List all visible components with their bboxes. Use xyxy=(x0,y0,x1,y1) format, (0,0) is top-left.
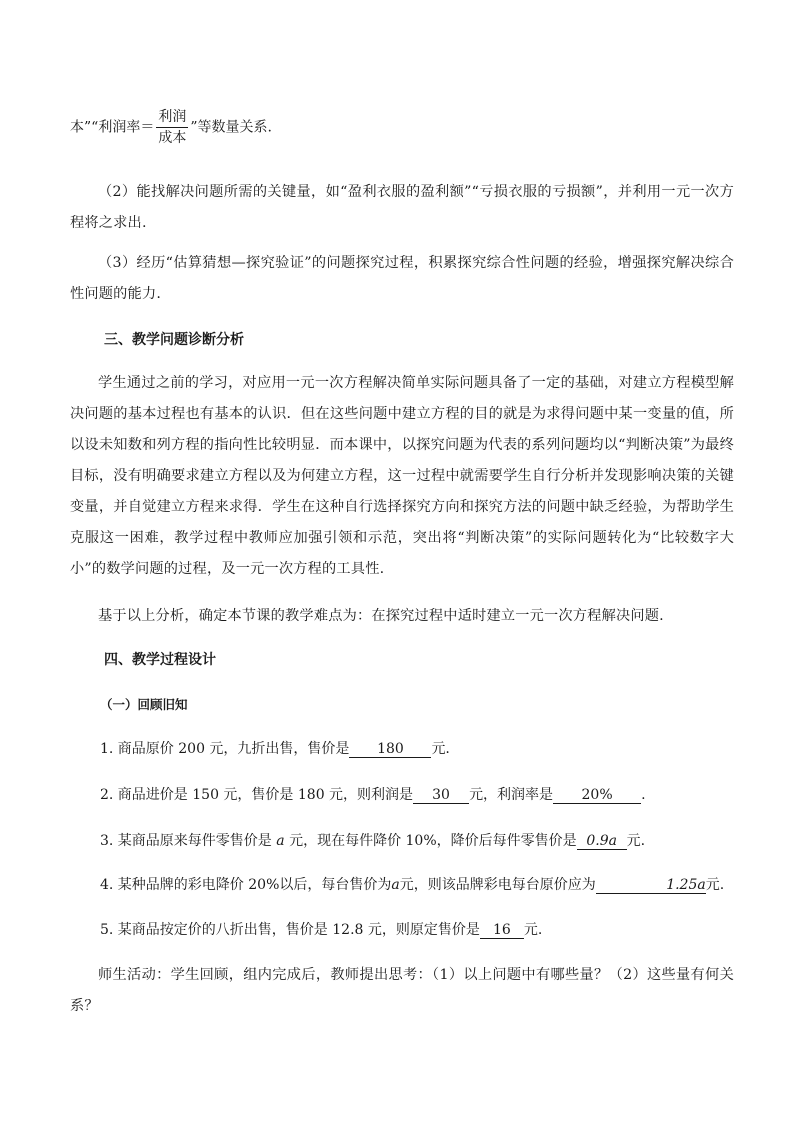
formula-prefix: 本”“利润率＝ xyxy=(70,119,155,136)
question-4-answer: 1.25a xyxy=(596,877,706,894)
question-4-unit: 元. xyxy=(705,877,725,893)
subsection-review-heading: （一）回顾旧知 xyxy=(100,697,188,712)
question-3-answer: 0.9a xyxy=(577,833,627,850)
question-3-text: 3. 某商品原来每件零售价是 xyxy=(100,833,272,849)
question-1-text: 1. 商品原价 200 元，九折出售，售价是 xyxy=(100,741,350,757)
section-3-conclusion: 基于以上分析，确定本节课的教学难点为：在探究过程中适时建立一元一次方程解决问题. xyxy=(98,608,664,624)
goal-3-paragraph: （3）经历“估算猜想—探究验证”的问题探究过程，积累探究综合性问题的经验，增强探究解决综合性问题的能力. xyxy=(70,255,734,302)
question-5-text: 5. 某商品按定价的八折出售，售价是 12.8 元，则原定售价是 xyxy=(100,922,480,938)
question-2 xyxy=(100,785,734,805)
question-3-variable: a xyxy=(276,833,285,849)
question-1 xyxy=(100,739,734,759)
question-3-unit: 元. xyxy=(626,833,646,849)
fraction-numerator: 利润 xyxy=(156,108,188,128)
question-4-variable: a xyxy=(391,877,400,893)
question-4-mid-text: 元，则该品牌彩电每台原价应为 xyxy=(399,877,596,893)
question-2-answer-profit: 30 xyxy=(413,787,469,804)
question-1-answer: 180 xyxy=(349,741,431,758)
section-3-heading: 三、教学问题诊断分析 xyxy=(104,332,244,348)
question-3-mid-text: 元，现在每件降价 10%，降价后每件零售价是 xyxy=(289,833,577,849)
profit-rate-formula-line xyxy=(70,108,734,147)
question-2-end: . xyxy=(641,787,646,803)
question-2-mid-text: 元，利润率是 xyxy=(469,787,554,803)
question-3 xyxy=(100,831,734,851)
teacher-student-activity: 师生活动：学生回顾，组内完成后，教师提出思考：（1）以上问题中有哪些量？（2）这些量有何关系？ xyxy=(70,967,734,1014)
question-1-unit: 元. xyxy=(431,741,450,757)
question-5-unit: 元. xyxy=(523,922,543,938)
formula-suffix: ”等数量关系. xyxy=(190,119,272,136)
question-5-answer: 16 xyxy=(480,922,524,939)
profit-rate-fraction xyxy=(156,108,188,147)
question-4 xyxy=(100,875,734,895)
goal-2-paragraph: （2）能找解决问题所需的关键量，如“盈利衣服的盈利额”“亏损衣服的亏损额”，并利用一元一次方程将之求出. xyxy=(70,184,734,231)
question-2-text: 2. 商品进价是 150 元，售价是 180 元，则利润是 xyxy=(100,787,414,803)
question-4-text: 4. 某种品牌的彩电降价 20%以后，每台售价为 xyxy=(100,877,392,893)
question-2-answer-rate: 20% xyxy=(553,787,641,804)
section-3-paragraph: 学生通过之前的学习，对应用一元一次方程解决简单实际问题具备了一定的基础，对建立方程模型解决问题的基本过程也有基本的认识．但在这些问题中建立方程的目的就是为求得问题中某一变量的值，所以设未知数和列方程的指向性比较明显．而本课中，以探究问题为代表的系列问题均以“判断决策”为最终目标，没有明确要求建立方程以及为何建立方程，这一过程中就需要学生自行分析并发现影响决策的关键变量，并自觉建立方程来求得．学生在这种自行选择探究方向和探究方法的问题中缺乏经验，为帮助学生克服这一困难，教学过程中教师应加强引领和示范，突出将“判断决策”的实际问题转化为“比较数字大小”的数学问题的过程，及一元一次方程的工具性. xyxy=(70,375,734,577)
fraction-denominator: 成本 xyxy=(158,130,187,146)
question-5 xyxy=(100,920,734,940)
section-4-heading: 四、教学过程设计 xyxy=(104,652,216,668)
